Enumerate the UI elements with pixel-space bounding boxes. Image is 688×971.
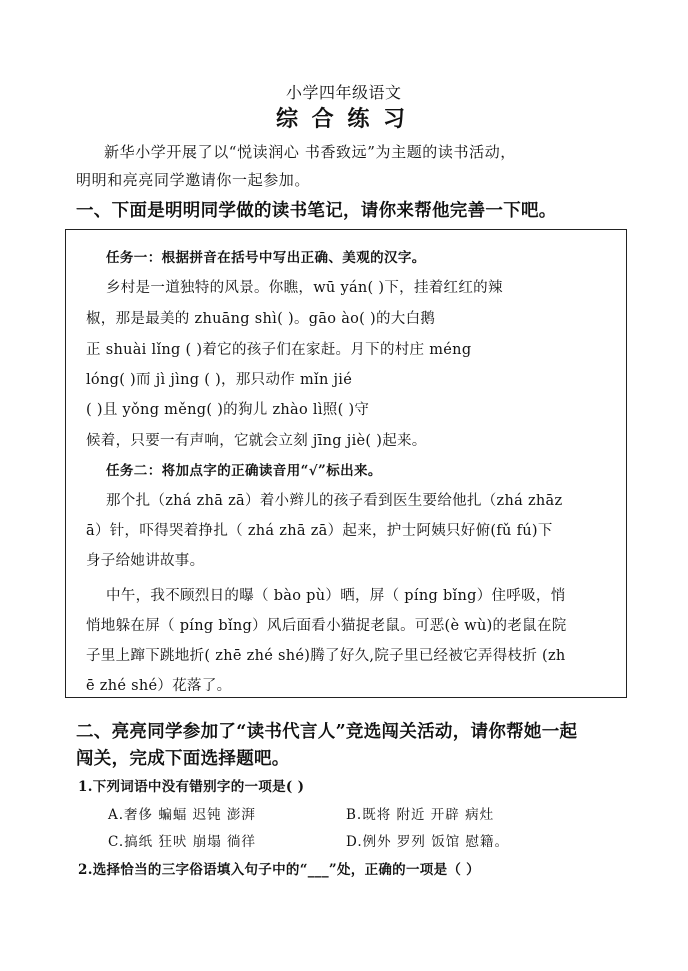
- section2-heading-line-1: 二、亮亮同学参加了“读书代言人”竞选闯关活动，请你帮她一起: [76, 722, 578, 742]
- task2-line-6: 子里上蹿下跳地折( zhē zhé shé)腾了好久,院子里已经被它弄得枝折 (zh: [86, 648, 566, 664]
- task1-line-4: lóng( )而 jì jìng ( )，那只动作 mǐn jié: [86, 372, 353, 388]
- task2-line-3: 身子给她讲故事。: [86, 553, 205, 569]
- task2-line-4: 中午，我不顾烈日的曝（ bào pù）晒，屏（ píng bǐng）住呼吸，悄: [106, 588, 566, 604]
- page-title: 综 合 练 习: [276, 106, 408, 132]
- task2-line-2: ā）针，吓得哭着挣扎（ zhá zhā zā）起来，护士阿姨只好俯(fǔ fú)下: [86, 523, 553, 539]
- task1-line-6: 候着，只要一有声响，它就会立刻 jīng jiè( )起来。: [86, 433, 427, 449]
- section1-heading: 一、下面是明明同学做的读书笔记，请你来帮他完善一下吧。: [76, 201, 557, 221]
- task1-line-3: 正 shuài lǐng ( )着它的孩子们在家赶。月下的村庄 méng: [86, 342, 472, 358]
- intro-line-2: 明明和亮亮同学邀请你一起参加。: [76, 171, 311, 189]
- task2-title: 任务二：将加点字的正确读音用“√”标出来。: [106, 463, 382, 479]
- task2-line-5: 悄地躲在屏（ píng bǐng）风后面看小猫捉老鼠。可恶(è wù)的老鼠在院: [86, 618, 567, 634]
- page-subtitle: 小学四年级语文: [286, 83, 402, 102]
- task1-line-2: 椒，那是最美的 zhuāng shì( )。gāo ào( )的大白鹅: [86, 311, 436, 327]
- task1-line-5: ( )且 yǒng měng( )的狗儿 zhào lì照( )守: [86, 402, 370, 418]
- intro-line-1: 新华小学开展了以“悦读润心 书香致远”为主题的读书活动，: [104, 143, 516, 161]
- question-2-stem: 2.选择恰当的三字俗语填入句子中的“___”处，正确的一项是（ ）: [78, 862, 480, 878]
- question-1-stem: 1.下列词语中没有错别字的一项是( ): [78, 779, 305, 795]
- task2-line-7: ē zhé shé）花落了。: [86, 678, 232, 694]
- question-1-option-a: A.奢侈 蝙蝠 迟钝 澎湃: [108, 807, 256, 823]
- question-1-option-b: B.既将 附近 开辟 病灶: [346, 807, 495, 823]
- question-1-option-d: D.例外 罗列 饭馆 慰籍。: [346, 834, 510, 850]
- question-1-option-c: C.搞纸 狂吠 崩塌 徜徉: [108, 834, 257, 850]
- task1-line-1: 乡村是一道独特的风景。你瞧，wū yán( )下，挂着红红的辣: [106, 280, 503, 296]
- section2-heading-line-2: 闯关，完成下面选择题吧。: [76, 749, 290, 769]
- task1-title: 任务一：根据拼音在括号中写出正确、美观的汉字。: [106, 250, 426, 266]
- task2-line-1: 那个扎（zhá zhā zā）着小辫儿的孩子看到医生要给他扎（zhá zhāz: [106, 493, 563, 509]
